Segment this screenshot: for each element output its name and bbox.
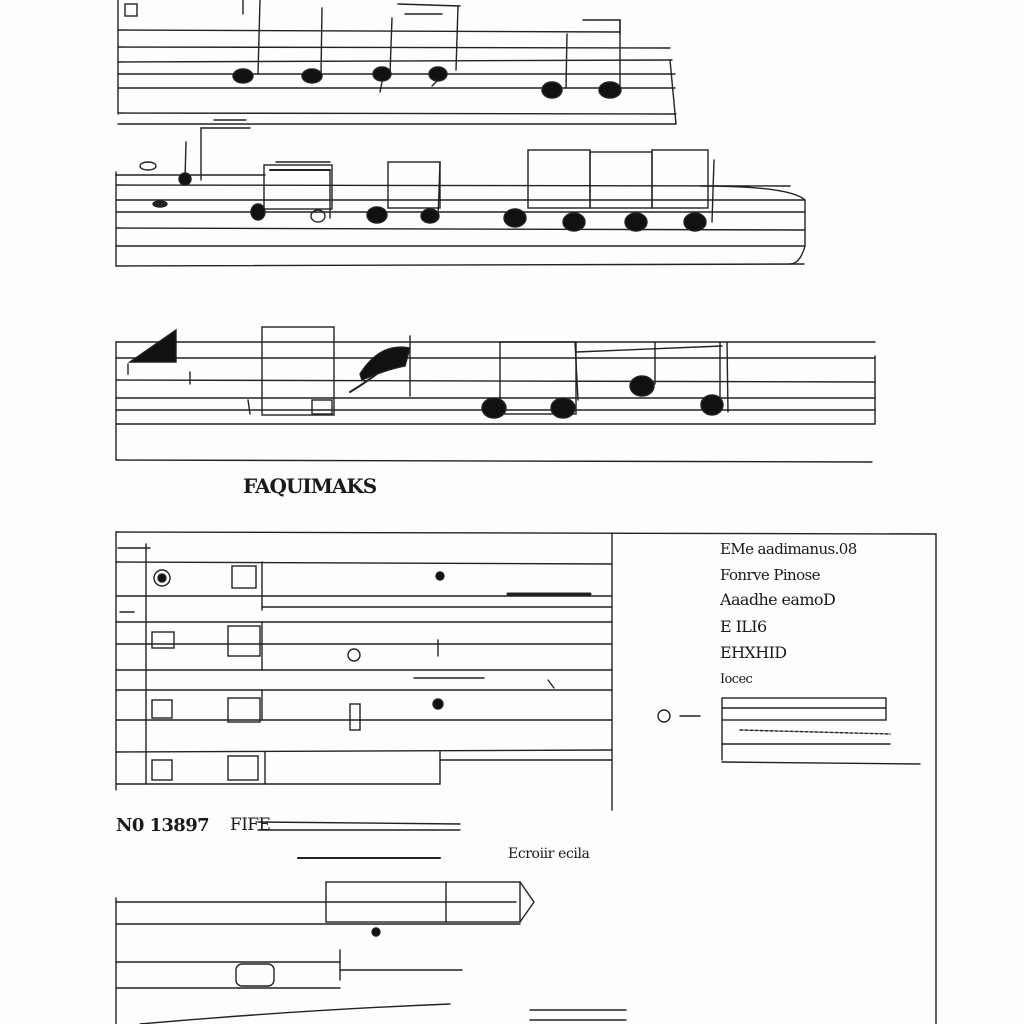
side-panel-line-2: Fonrve Pinose <box>720 566 820 584</box>
staff-row-1 <box>118 0 676 124</box>
side-panel-line-1: EMe aadimanus.08 <box>720 540 857 558</box>
footer-number-label: N0 13897 <box>116 815 210 836</box>
staff-row-2 <box>116 120 805 266</box>
side-panel-line-3: Aaadhe eamoD <box>720 590 836 609</box>
section-caption: FAQUIMAKS <box>243 474 377 498</box>
staff-row-3 <box>116 327 875 462</box>
side-panel-line-6: Iocec <box>720 672 753 687</box>
footer-note-label: Ecroiir ecila <box>508 846 590 862</box>
side-panel-line-5: EHXHID <box>720 643 787 662</box>
side-panel-drawing <box>658 698 920 764</box>
footer-tag-label: FIFE <box>230 815 271 835</box>
side-panel-line-4: E ILI6 <box>720 617 767 636</box>
